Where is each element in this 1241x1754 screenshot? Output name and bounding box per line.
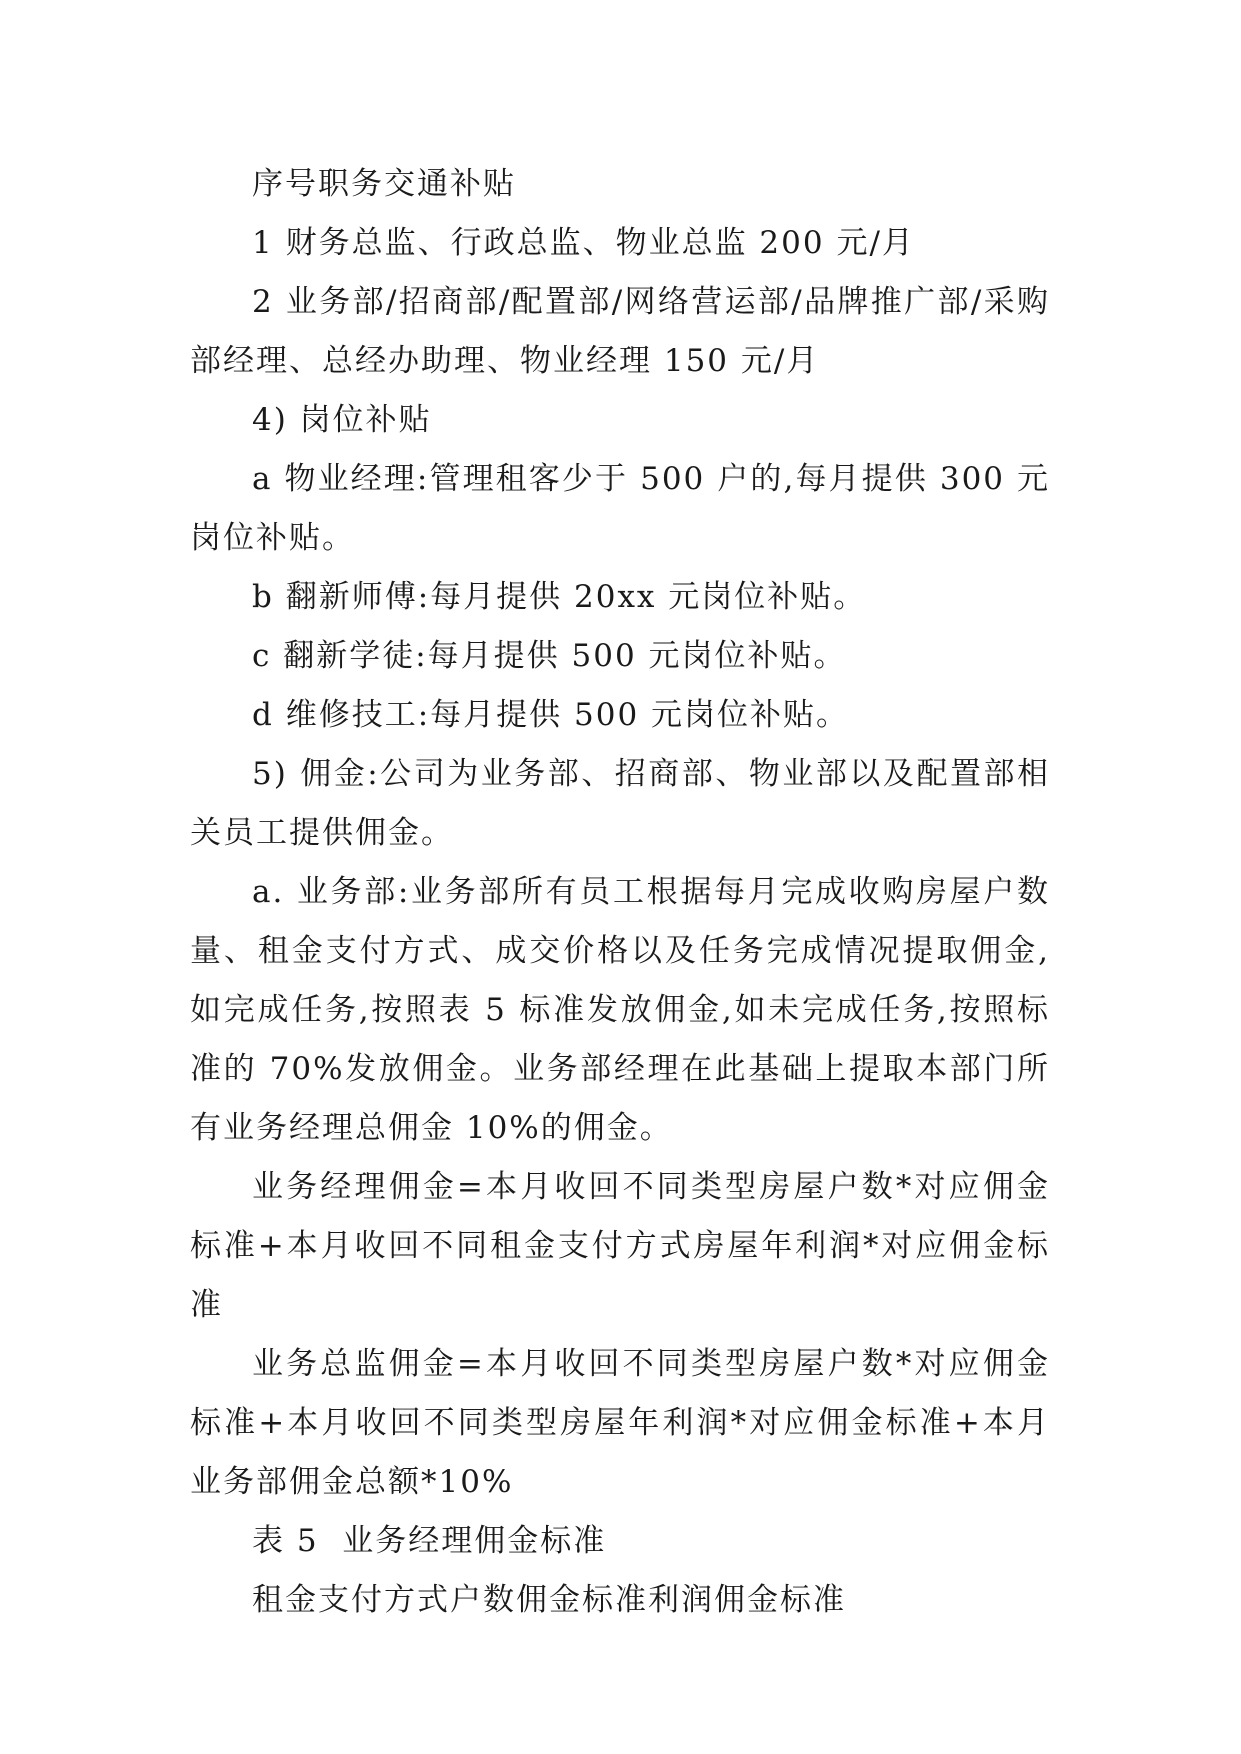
position-subsidy-item-c: c 翻新学徒:每月提供 500 元岗位补贴。 — [252, 638, 847, 674]
formula-director-commission: 业务总监佣金=本月收回不同类型房屋户数*对应佣金标准+本月收回不同类型房屋年利润*对应佣金标准+本月业务部佣金总额*10% — [190, 1346, 1050, 1500]
section-heading-commission: 5) 佣金:公司为业务部、招商部、物业部以及配置部相关员工提供佣金。 — [190, 756, 1050, 851]
table-5-header: 租金支付方式户数佣金标准利润佣金标准 — [252, 1582, 846, 1618]
document-body — [190, 155, 1050, 1630]
position-subsidy-item-a: a 物业经理:管理租客少于 500 户的,每月提供 300 元岗位补贴。 — [190, 461, 1050, 556]
commission-business-dept: a. 业务部:业务部所有员工根据每月完成收购房屋户数量、租金支付方式、成交价格以及任务完成情况提取佣金,如完成任务,按照表 5 标准发放佣金,如未完成任务,按照标准的 70%发放佣金。业务部经理在此基础上提取本部门所有业务经理总佣金 10%的佣金。 — [190, 874, 1050, 1146]
transport-subsidy-row-1: 1 财务总监、行政总监、物业总监 200 元/月 — [252, 225, 915, 261]
transport-subsidy-row-2: 2 业务部/招商部/配置部/网络营运部/品牌推广部/采购部经理、总经办助理、物业经理 150 元/月 — [190, 284, 1050, 379]
position-subsidy-item-b: b 翻新师傅:每月提供 20xx 元岗位补贴。 — [252, 579, 867, 615]
section-heading-position-subsidy: 4) 岗位补贴 — [252, 402, 432, 438]
position-subsidy-item-d: d 维修技工:每月提供 500 元岗位补贴。 — [252, 697, 850, 733]
formula-manager-commission: 业务经理佣金=本月收回不同类型房屋户数*对应佣金标准+本月收回不同租金支付方式房屋年利润*对应佣金标准 — [190, 1169, 1050, 1323]
table-header-transport-subsidy: 序号职务交通补贴 — [252, 166, 516, 202]
table-5-caption: 表 5 业务经理佣金标准 — [252, 1523, 607, 1559]
